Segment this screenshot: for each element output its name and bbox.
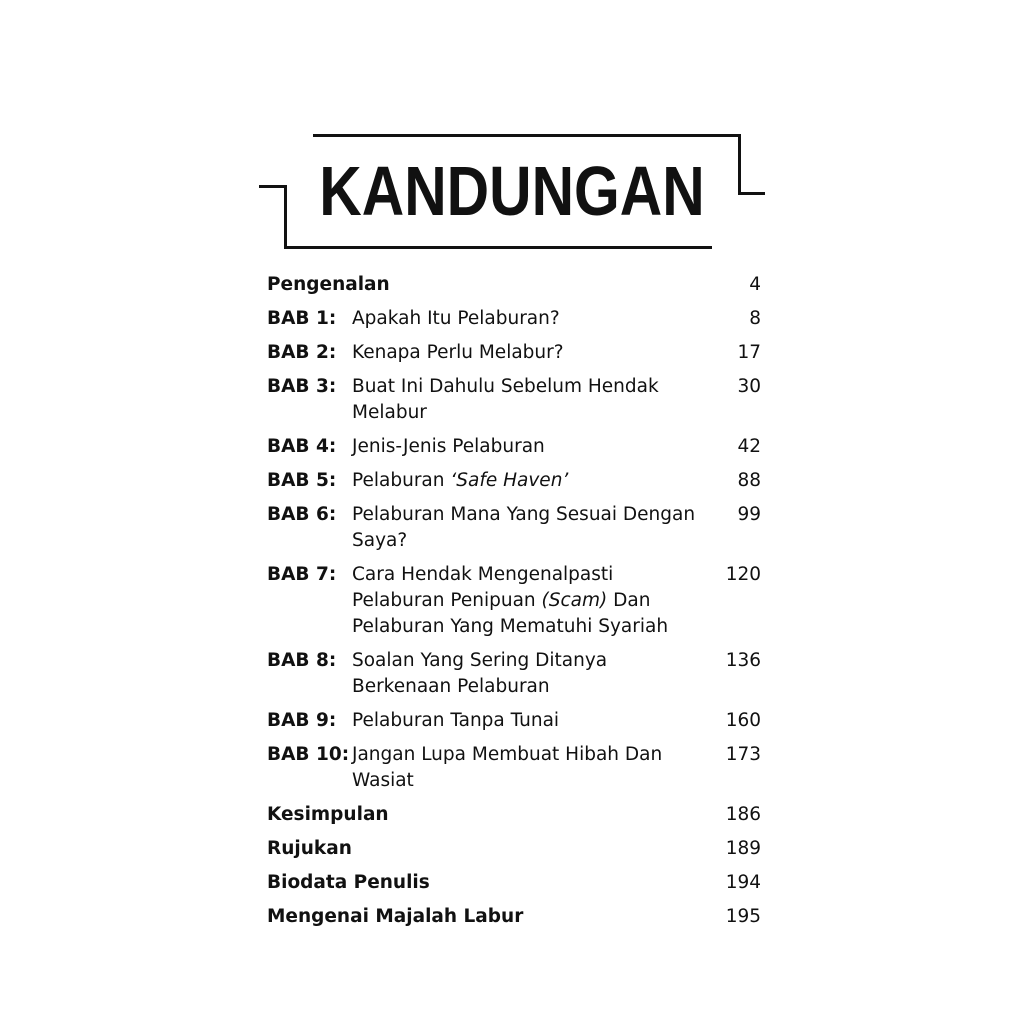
chapter-title-text: Soalan Yang Sering Ditanya Berkenaan Pelaburan — [352, 650, 608, 697]
chapter-title-text: Pelaburan Mana Yang Sesuai Dengan Saya? — [352, 504, 696, 551]
chapter-list — [267, 306, 761, 794]
toc-page-number: 186 — [725, 804, 761, 825]
chapter-title — [352, 434, 761, 460]
toc-entry-label: Rujukan — [267, 838, 352, 859]
frame-right-vertical — [738, 134, 741, 195]
chapter-number: BAB 4: — [267, 436, 337, 457]
toc-entry-intro[interactable] — [267, 272, 761, 298]
toc-page-number: 160 — [725, 710, 761, 731]
toc-page-number: 136 — [725, 650, 761, 671]
chapter-title — [352, 468, 761, 494]
page-title: KANDUNGAN — [319, 152, 705, 230]
chapter-number: BAB 3: — [267, 376, 337, 397]
chapter-title-text: Jangan Lupa Membuat Hibah Dan Wasiat — [352, 744, 663, 791]
chapter-title-text: Jenis-Jenis Pelaburan — [352, 436, 545, 457]
chapter-title-text: Pelaburan — [352, 470, 451, 491]
toc-entry-label: Biodata Penulis — [267, 872, 430, 893]
chapter-title-italic: (Scam) — [541, 590, 608, 611]
toc-page-number: 120 — [725, 564, 761, 585]
chapter-title — [352, 648, 761, 700]
chapter-title — [352, 562, 761, 640]
toc-entry-chapter[interactable] — [267, 340, 761, 366]
chapter-number: BAB 1: — [267, 308, 337, 329]
frame-top-line — [313, 134, 741, 137]
toc-page-number: 8 — [749, 308, 761, 329]
toc-entry-section[interactable] — [267, 870, 761, 896]
toc-entry-section[interactable] — [267, 904, 761, 930]
toc-entry-chapter[interactable] — [267, 708, 761, 734]
chapter-number: BAB 7: — [267, 564, 337, 585]
frame-right-tick — [738, 192, 765, 195]
toc-entry-chapter[interactable] — [267, 374, 761, 426]
chapter-title-text: Apakah Itu Pelaburan? — [352, 308, 560, 329]
chapter-title-text: Kenapa Perlu Melabur? — [352, 342, 564, 363]
chapter-title-italic: ‘Safe Haven’ — [450, 470, 569, 491]
chapter-number: BAB 5: — [267, 470, 337, 491]
toc-page-number: 189 — [725, 838, 761, 859]
chapter-number: BAB 2: — [267, 342, 337, 363]
chapter-title — [352, 306, 761, 332]
chapter-title — [352, 708, 761, 734]
chapter-number: BAB 8: — [267, 650, 337, 671]
chapter-title — [352, 340, 761, 366]
toc-page-number: 88 — [737, 470, 761, 491]
toc-page-number: 99 — [737, 504, 761, 525]
chapter-number: BAB 6: — [267, 504, 337, 525]
chapter-title-text: Pelaburan Tanpa Tunai — [352, 710, 560, 731]
frame-bottom-line — [284, 246, 712, 249]
toc-entry-chapter[interactable] — [267, 434, 761, 460]
toc-page-number: 4 — [749, 274, 761, 295]
toc-entry-chapter[interactable] — [267, 502, 761, 554]
table-of-contents — [267, 272, 761, 938]
chapter-title-text: Cara Hendak Mengenalpasti Pelaburan Penipuan — [352, 564, 614, 611]
toc-entry-label: Kesimpulan — [267, 804, 389, 825]
toc-entry-chapter[interactable] — [267, 306, 761, 332]
toc-entry-chapter[interactable] — [267, 562, 761, 640]
end-section-list — [267, 802, 761, 930]
toc-entry-chapter[interactable] — [267, 468, 761, 494]
toc-page-number: 30 — [737, 376, 761, 397]
toc-page-number: 195 — [725, 906, 761, 927]
toc-entry-section[interactable] — [267, 836, 761, 862]
chapter-number: BAB 10: — [267, 744, 350, 765]
toc-entry-label: Pengenalan — [267, 274, 390, 295]
toc-page-number: 194 — [725, 872, 761, 893]
toc-page-number: 173 — [725, 744, 761, 765]
chapter-title — [352, 502, 761, 554]
toc-entry-section[interactable] — [267, 802, 761, 828]
toc-entry-chapter[interactable] — [267, 648, 761, 700]
frame-left-tick — [259, 185, 287, 188]
chapter-number: BAB 9: — [267, 710, 337, 731]
toc-page-number: 42 — [737, 436, 761, 457]
frame-left-vertical — [284, 185, 287, 249]
toc-page-number: 17 — [737, 342, 761, 363]
chapter-title-text: Buat Ini Dahulu Sebelum Hendak Melabur — [352, 376, 659, 423]
toc-entry-chapter[interactable] — [267, 742, 761, 794]
toc-entry-label: Mengenai Majalah Labur — [267, 906, 524, 927]
chapter-title — [352, 742, 761, 794]
chapter-title-text: Dan Pelaburan Yang Mematuhi Syariah — [352, 590, 669, 637]
chapter-title — [352, 374, 761, 426]
